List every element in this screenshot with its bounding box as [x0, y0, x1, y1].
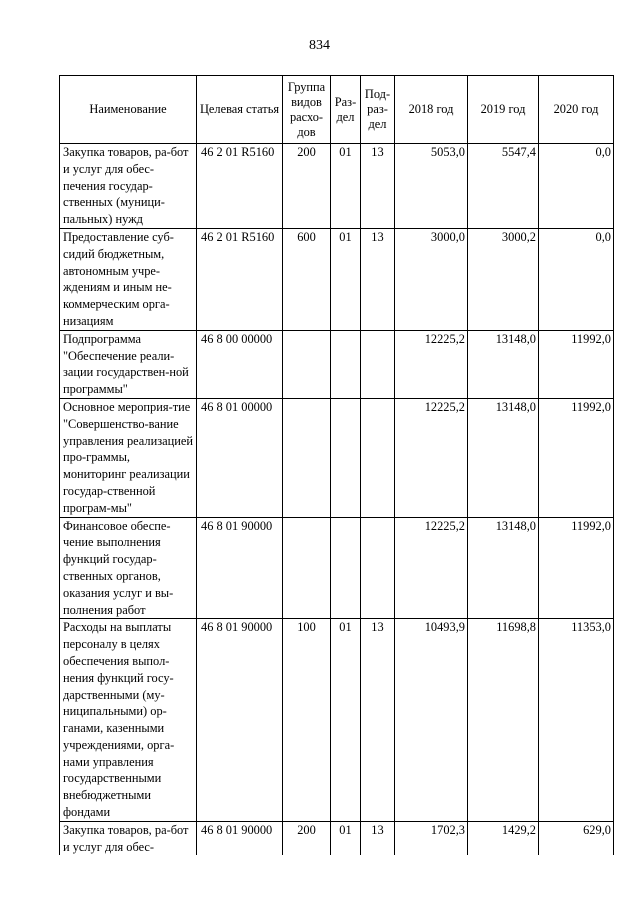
row-2018: 12225,2 — [395, 330, 468, 398]
row-subsection: 13 — [361, 619, 395, 822]
header-2020: 2020 год — [539, 76, 614, 144]
row-section: 01 — [331, 821, 361, 855]
header-subsection: Под-раз-дел — [361, 76, 395, 144]
table-row — [60, 144, 614, 229]
row-section — [331, 398, 361, 517]
table-row — [60, 517, 614, 619]
row-code: 46 8 01 00000 — [197, 398, 283, 517]
row-section: 01 — [331, 144, 361, 229]
row-subsection — [361, 517, 395, 619]
header-2018: 2018 год — [395, 76, 468, 144]
row-subsection — [361, 398, 395, 517]
header-2019: 2019 год — [468, 76, 539, 144]
row-2019: 5547,4 — [468, 144, 539, 229]
row-code: 46 2 01 R5160 — [197, 228, 283, 330]
row-2018: 3000,0 — [395, 228, 468, 330]
row-section: 01 — [331, 619, 361, 822]
table-row — [60, 228, 614, 330]
row-subsection: 13 — [361, 144, 395, 229]
row-2019: 3000,2 — [468, 228, 539, 330]
table-row — [60, 821, 614, 855]
row-subsection: 13 — [361, 821, 395, 855]
row-2020: 11992,0 — [539, 517, 614, 619]
row-name: Предоставление суб-сидий бюджетным, автономным учре-ждениям и иным не-коммерческим орга-низациям — [60, 228, 197, 330]
row-name: Закупка товаров, ра-бот и услуг для обес-печения государ-ственных (муници-пальных) нужд — [60, 144, 197, 229]
row-2018: 10493,9 — [395, 619, 468, 822]
row-code: 46 8 01 90000 — [197, 619, 283, 822]
row-2018: 12225,2 — [395, 398, 468, 517]
table-row — [60, 619, 614, 822]
row-2018: 5053,0 — [395, 144, 468, 229]
row-group — [283, 517, 331, 619]
row-name: Основное мероприя-тие "Совершенство-вание управления реализацией про-граммы, мониторинг реализации государ-ственной програм-мы" — [60, 398, 197, 517]
row-2020: 11353,0 — [539, 619, 614, 822]
row-code: 46 8 01 90000 — [197, 821, 283, 855]
page-number: 834 — [309, 38, 330, 53]
row-2020: 11992,0 — [539, 398, 614, 517]
row-2019: 13148,0 — [468, 330, 539, 398]
row-2020: 0,0 — [539, 228, 614, 330]
table-row — [60, 398, 614, 517]
row-code: 46 8 00 00000 — [197, 330, 283, 398]
row-2020: 629,0 — [539, 821, 614, 855]
row-subsection: 13 — [361, 228, 395, 330]
row-2018: 1702,3 — [395, 821, 468, 855]
table-row — [60, 330, 614, 398]
row-section — [331, 330, 361, 398]
row-2019: 13148,0 — [468, 398, 539, 517]
header-expense-group: Группа видов расхо-дов — [283, 76, 331, 144]
table-header-row — [60, 76, 614, 144]
row-group: 600 — [283, 228, 331, 330]
row-subsection — [361, 330, 395, 398]
header-name: Наименование — [60, 76, 197, 144]
row-section: 01 — [331, 228, 361, 330]
row-group: 100 — [283, 619, 331, 822]
row-group: 200 — [283, 144, 331, 229]
row-name: Закупка товаров, ра-бот и услуг для обес- — [60, 821, 197, 855]
header-section: Раз-дел — [331, 76, 361, 144]
row-code: 46 2 01 R5160 — [197, 144, 283, 229]
row-2020: 0,0 — [539, 144, 614, 229]
row-group — [283, 398, 331, 517]
budget-table — [59, 75, 614, 855]
header-target-article: Целевая статья — [197, 76, 283, 144]
row-2019: 13148,0 — [468, 517, 539, 619]
row-2019: 11698,8 — [468, 619, 539, 822]
row-group — [283, 330, 331, 398]
row-name: Подпрограмма "Обеспечение реали-зации государствен-ной программы" — [60, 330, 197, 398]
row-name: Расходы на выплаты персоналу в целях обеспечения выпол-нения функций госу-дарственными (му-ниципальными) ор-ганами, казенными учреждениями, орга-нами управления государственными внебюджетными фондами — [60, 619, 197, 822]
row-2020: 11992,0 — [539, 330, 614, 398]
row-group: 200 — [283, 821, 331, 855]
row-code: 46 8 01 90000 — [197, 517, 283, 619]
row-section — [331, 517, 361, 619]
row-name: Финансовое обеспе-чение выполнения функций государ-ственных органов, оказания услуг и вы-полнения работ — [60, 517, 197, 619]
row-2019: 1429,2 — [468, 821, 539, 855]
row-2018: 12225,2 — [395, 517, 468, 619]
